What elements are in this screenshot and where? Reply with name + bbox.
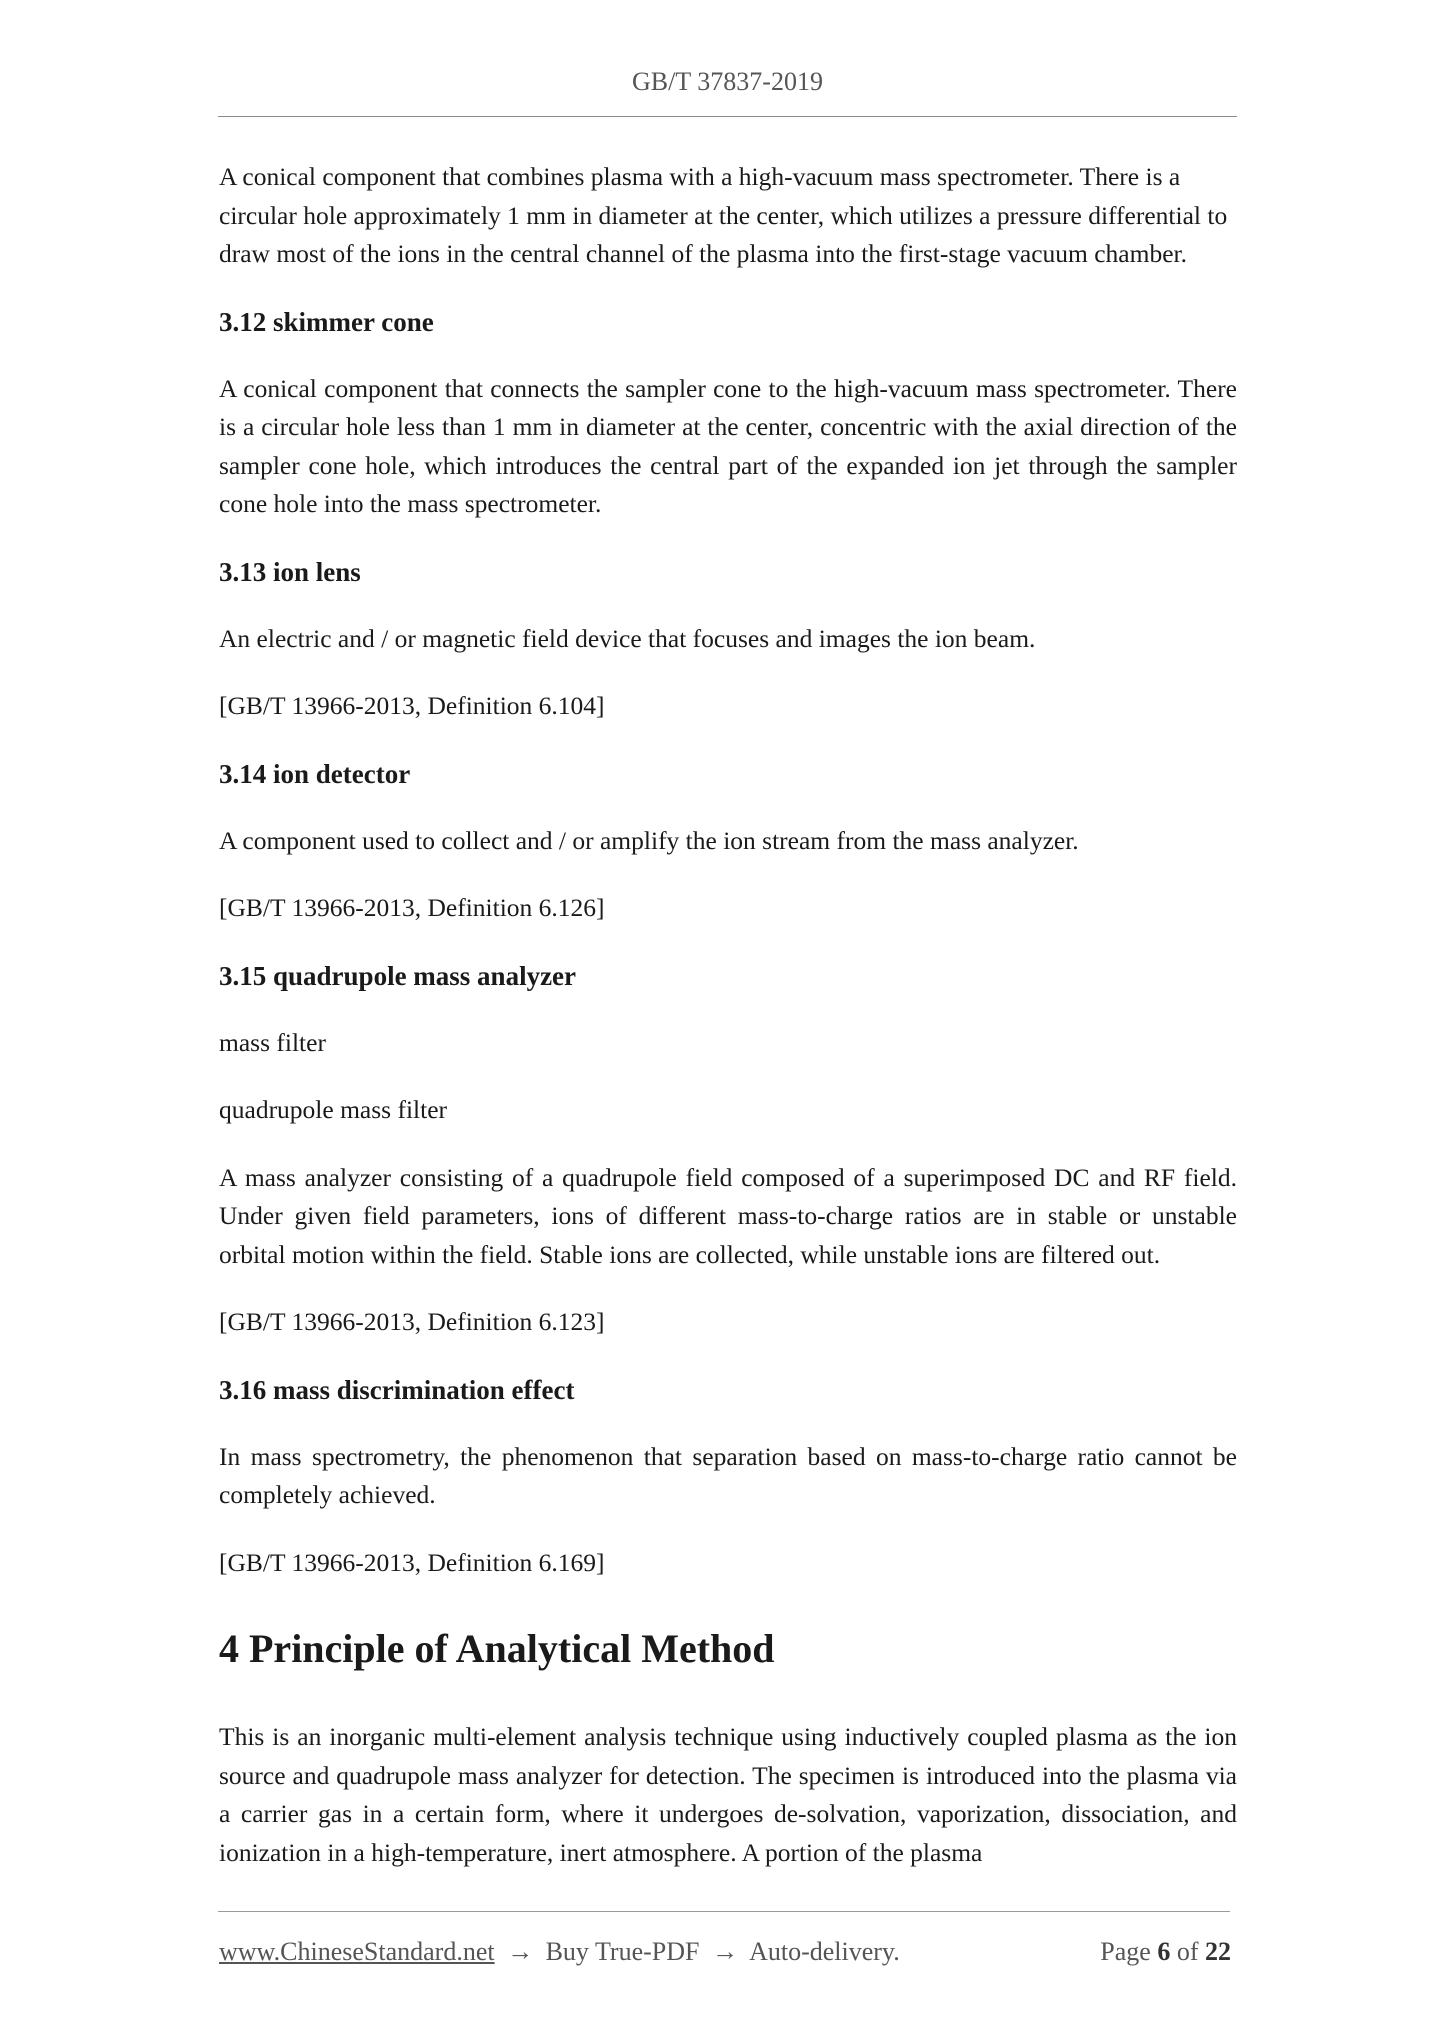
chapter-text-4: This is an inorganic multi-element analysis technique using inductively coupled plasma as the ion source and quadrupole mass analyzer for detection. The specimen is introduced into the plasma via a carrier gas in a certain form, where it undergoes de-solvation, vaporization, dissociation, and ionization in a high-temperature, inert atmosphere. A portion of the plasma [219,1722,1237,1867]
arrow-right-icon: → [712,1937,738,1966]
chapter-heading-4: 4 Principle of Analytical Method [219,1626,775,1671]
section-heading-3-14: 3.14 ion detector [219,758,411,789]
intro-paragraph: A conical component that combines plasma with a high-vacuum mass spectrometer. There is a circular hole approximately 1 mm in diameter at the center, which utilizes a pressure differential to draw most of the ions in the central channel of the plasma into the first-stage vacuum chamber. [219,162,1228,268]
synonym-mass-filter: mass filter [219,1027,326,1057]
of-label: of [1176,1937,1199,1966]
section-text-3-12: A conical component that connects the sampler cone to the high-vacuum mass spectrometer. There is a circular hole less than 1 mm in diameter at the center, concentric with the axial direction of the sampler cone hole, which introduces the central part of the expanded ion jet through the sampler cone hole into the mass spectrometer. [219,373,1237,518]
reference-3-14: [GB/T 13966-2013, Definition 6.126] [219,893,605,922]
auto-delivery-text: Auto-delivery. [749,1937,900,1966]
total-page-count: 22 [1205,1937,1231,1966]
document-code: GB/T 37837-2019 [632,67,823,96]
chinesestandard-link[interactable]: www.ChineseStandard.net [219,1937,495,1966]
buy-true-pdf-text: Buy True-PDF [545,1937,700,1966]
page-indicator [1100,1934,1231,1970]
section-heading-3-12: 3.12 skimmer cone [219,306,434,337]
arrow-right-icon: → [507,1937,534,1966]
reference-3-16: [GB/T 13966-2013, Definition 6.169] [219,1547,605,1577]
reference-3-15: [GB/T 13966-2013, Definition 6.123] [219,1307,605,1336]
document-body [219,158,1237,1872]
current-page-number: 6 [1157,1937,1171,1966]
page-label: Page [1100,1937,1151,1966]
reference-3-13: [GB/T 13966-2013, Definition 6.104] [219,691,605,720]
footer-promo [219,1934,900,1970]
synonym-quadrupole-mass-filter: quadrupole mass filter [219,1095,448,1124]
section-text-3-15: A mass analyzer consisting of a quadrupole field composed of a superimposed DC and RF field. Under given field parameters, ions of different mass-to-charge ratios are in stable or unstable orbital motion within the field. Stable ions are collected, while unstable ions are filtered out. [219,1162,1237,1269]
page-header [218,62,1237,117]
footer-divider [218,1911,1230,1912]
section-heading-3-15: 3.15 quadrupole mass analyzer [219,960,577,991]
section-heading-3-16: 3.16 mass discrimination effect [219,1374,575,1405]
section-text-3-14: A component used to collect and / or amplify the ion stream from the mass analyzer. [219,825,1079,855]
section-text-3-16: In mass spectrometry, the phenomenon that separation based on mass-to-charge ratio cannot be completely achieved. [219,1441,1237,1509]
section-heading-3-13: 3.13 ion lens [219,556,361,587]
section-text-3-13: An electric and / or magnetic field device that focuses and images the ion beam. [219,623,1036,653]
